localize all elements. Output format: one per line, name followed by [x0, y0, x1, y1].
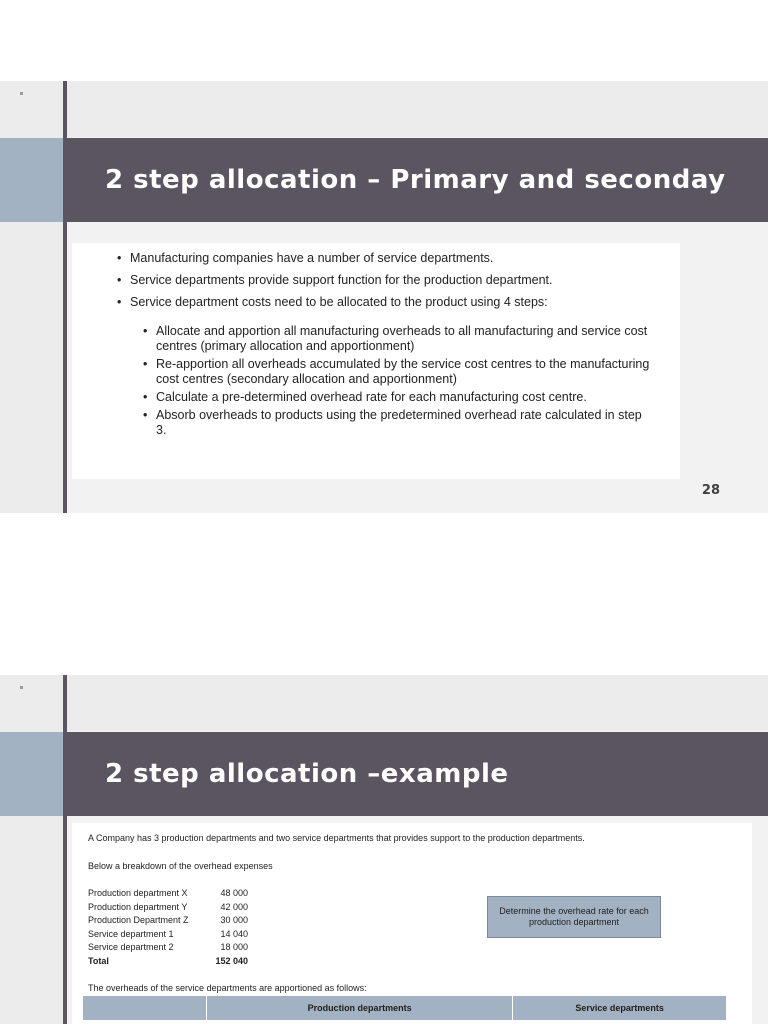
expense-list [88, 887, 248, 968]
header-cell-blank [83, 996, 207, 1020]
title-accent-block [0, 138, 63, 222]
slide-example [0, 675, 768, 1024]
apportion-label: The overheads of the service departments are apportioned as follows: [88, 983, 367, 993]
expense-name: Production Department Z [88, 915, 189, 925]
expense-value: 18 000 [220, 942, 248, 952]
expense-row [88, 887, 248, 901]
bullet-list [72, 243, 680, 310]
expense-row [88, 914, 248, 928]
content-panel [72, 823, 752, 1024]
total-label: Total [88, 955, 109, 966]
content-panel [72, 243, 680, 479]
slide-28 [0, 81, 768, 513]
slide-title-bar [67, 732, 768, 816]
corner-marker [20, 686, 23, 689]
bullet-item: • Service departments provide support function for the production department. [130, 273, 680, 288]
expense-name: Production department Y [88, 901, 188, 912]
task-callout [487, 896, 661, 938]
intro-text: A Company has 3 production departments and two service departments that provides support to the production departments. [88, 833, 585, 843]
header-cell-production: Production departments [207, 996, 514, 1020]
corner-marker [20, 92, 23, 95]
slide-title: 2 step allocation – Primary and seconday [105, 165, 726, 195]
slide-title-bar [67, 138, 768, 222]
bullet-item: • Service department costs need to be allocated to the product using 4 steps: [130, 295, 680, 310]
title-accent-block [0, 732, 63, 816]
bullet-item: • Manufacturing companies have a number of service departments. [130, 251, 680, 266]
step-item: • Re-apportion all overheads accumulated by the service cost centres to the manufacturing cost centres (secondary allocation and apportionment) [156, 357, 680, 387]
expense-name: Service department 1 [88, 928, 174, 939]
expense-value: 30 000 [220, 915, 248, 925]
expense-value: 14 040 [220, 928, 248, 939]
expense-value: 48 000 [220, 888, 248, 898]
expense-row [88, 941, 248, 955]
top-band [67, 675, 768, 731]
step-item: • Absorb overheads to products using the predetermined overhead rate calculated in step 3. [156, 408, 680, 438]
expense-value: 42 000 [220, 901, 248, 912]
expense-row [88, 901, 248, 915]
expense-name: Service department 2 [88, 942, 174, 952]
expense-total-row [88, 955, 248, 969]
breakdown-label: Below a breakdown of the overhead expenses [88, 861, 273, 871]
expense-name: Production department X [88, 888, 188, 898]
callout-text: Determine the overhead rate for each production department [499, 905, 649, 927]
slide-title: 2 step allocation –example [105, 759, 509, 789]
step-item: • Calculate a pre-determined overhead rate for each manufacturing cost centre. [156, 390, 680, 405]
header-cell-service: Service departments [513, 996, 727, 1020]
expense-row [88, 928, 248, 942]
apportion-table-header [83, 996, 727, 1020]
step-item: • Allocate and apportion all manufacturing overheads to all manufacturing and service cost centres (primary allocation and apportionment) [156, 324, 680, 354]
vertical-divider [63, 675, 67, 1024]
top-band [67, 81, 768, 137]
left-strip [0, 675, 64, 1024]
total-value: 152 040 [215, 955, 248, 966]
page-number: 28 [701, 483, 720, 498]
steps-list [72, 324, 680, 438]
